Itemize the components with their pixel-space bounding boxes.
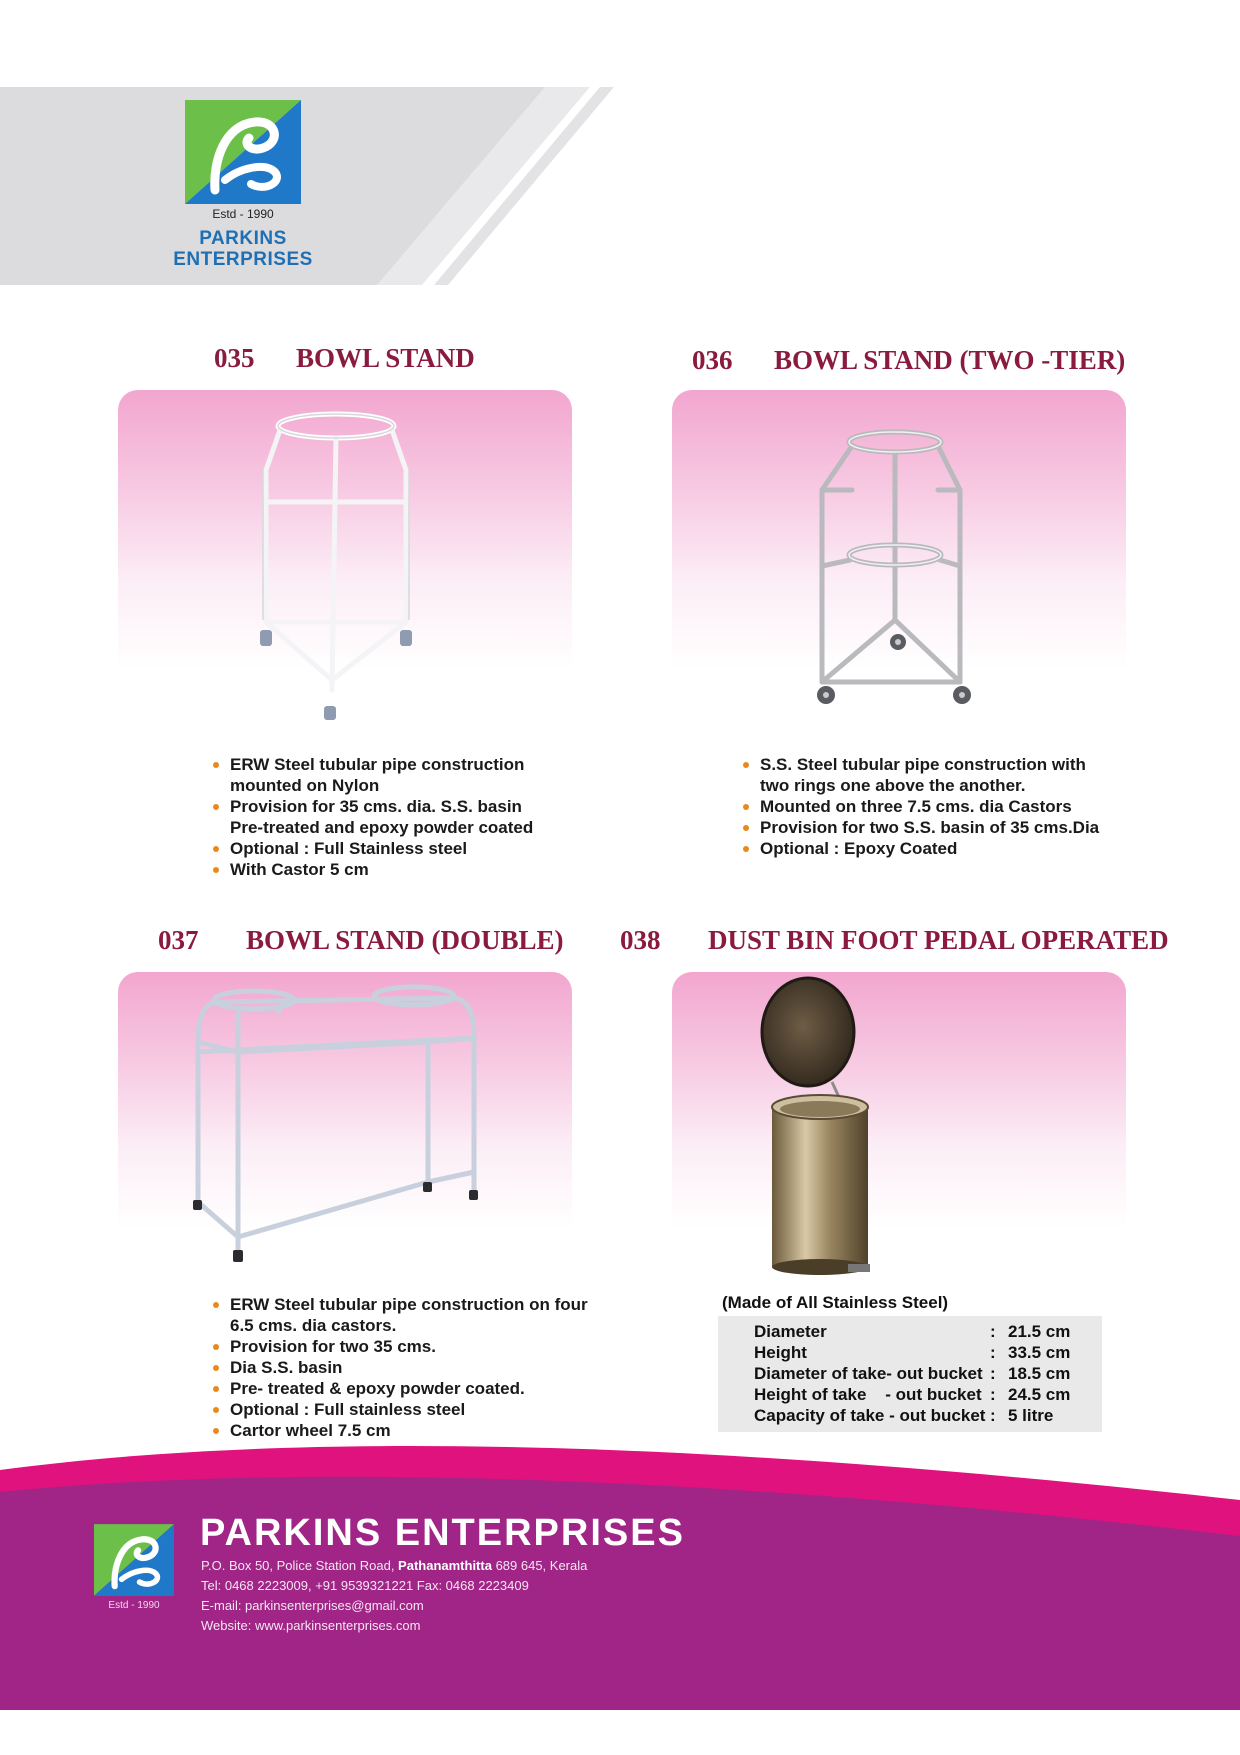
double-bowl-stand-illustration [118,972,572,1292]
product-code: 036 [692,345,733,375]
footer-banner [0,1440,1240,1710]
feature-item: Optional : Full Stainless steel [210,838,533,859]
feature-item: Cartor wheel 7.5 cm [210,1420,588,1441]
feature-item: With Castor 5 cm [210,859,533,880]
brand-line-1: PARKINS [199,228,287,249]
footer-company-name: PARKINS ENTERPRISES [200,1512,685,1554]
footer-logo [94,1522,174,1598]
two-tier-bowl-stand-illustration [672,390,1126,740]
feature-item: Provision for 35 cms. dia. S.S. basin [210,796,533,817]
spec-value: 18.5 cm [1008,1364,1071,1383]
product-038-image-panel [672,972,1126,1292]
address-part: 689 645, Kerala [491,1558,588,1573]
product-name: DUST BIN FOOT PEDAL OPERATED [708,925,1169,955]
bowl-stand-illustration [118,390,572,740]
spec-value: 24.5 cm [1008,1385,1071,1404]
product-037-image-panel [118,972,572,1292]
estd-label: Estd - 1990 [212,207,274,221]
feature-item: Mounted on three 7.5 cms. dia Castors [740,796,1099,817]
feature-item: ERW Steel tubular pipe construction [210,754,533,775]
address-part: P.O. Box 50, Police Station Road, [201,1558,399,1573]
feature-item: 6.5 cms. dia castors. [230,1316,397,1335]
feature-item: Pre- treated & epoxy powder coated. [210,1378,588,1399]
spec-colon: : [990,1322,996,1341]
product-035-features [210,754,533,880]
address-city: Pathanamthitta [398,1558,492,1573]
feature-item: mounted on Nylon [230,776,380,795]
spec-value: 21.5 cm [1008,1322,1071,1341]
feature-item: S.S. Steel tubular pipe construction with [740,754,1099,775]
footer-email[interactable]: E-mail: parkinsenterprises@gmail.com [201,1598,424,1613]
company-logo [185,100,301,204]
product-name: BOWL STAND (TWO -TIER) [774,345,1126,375]
spec-label: Capacity of take - out bucket [754,1406,986,1425]
footer-website[interactable]: Website: www.parkinsenterprises.com [201,1618,421,1633]
feature-item: Optional : Full stainless steel [210,1399,588,1420]
brand-line-2: ENTERPRISES [173,249,313,270]
product-036-title [692,345,1125,376]
footer-phone: Tel: 0468 2223009, +91 9539321221 Fax: 0468 2223409 [201,1578,529,1593]
feature-item: Provision for two S.S. basin of 35 cms.Dia [740,817,1099,838]
spec-label: Height of take - out bucket [754,1385,982,1404]
spec-value: 5 litre [1008,1406,1054,1425]
spec-label: Height [754,1343,807,1362]
product-038-title [620,925,1169,956]
spec-label: Diameter [754,1322,827,1341]
feature-item: Provision for two 35 cms. [210,1336,588,1357]
footer-estd: Estd - 1990 [108,1600,160,1611]
product-036-features [740,754,1099,859]
spec-colon: : [990,1406,996,1425]
spec-label: Diameter of take- out bucket [754,1364,983,1383]
product-037-features [210,1294,588,1441]
product-name: BOWL STAND (DOUBLE) [246,925,564,955]
brand-name [160,228,326,270]
feature-item: two rings one above the another. [760,776,1026,795]
product-036-image-panel [672,390,1126,740]
feature-item: Optional : Epoxy Coated [740,838,1099,859]
feature-item: Pre-treated and epoxy powder coated [230,818,534,837]
product-035-image-panel [118,390,572,740]
product-code: 035 [214,343,255,373]
product-name: BOWL STAND [296,343,475,373]
product-code: 038 [620,925,661,955]
feature-item: Dia S.S. basin [210,1357,588,1378]
spec-value: 33.5 cm [1008,1343,1071,1362]
feature-item: ERW Steel tubular pipe construction on four [210,1294,588,1315]
product-037-title [158,925,564,956]
spec-colon: : [990,1343,996,1362]
material-note: (Made of All Stainless Steel) [722,1293,949,1312]
footer-address [201,1558,587,1573]
spec-colon: : [990,1364,996,1383]
spec-table [718,1316,1102,1432]
pedal-dustbin-illustration [672,972,1126,1292]
product-035-title [214,343,475,374]
spec-colon: : [990,1385,996,1404]
product-code: 037 [158,925,199,955]
